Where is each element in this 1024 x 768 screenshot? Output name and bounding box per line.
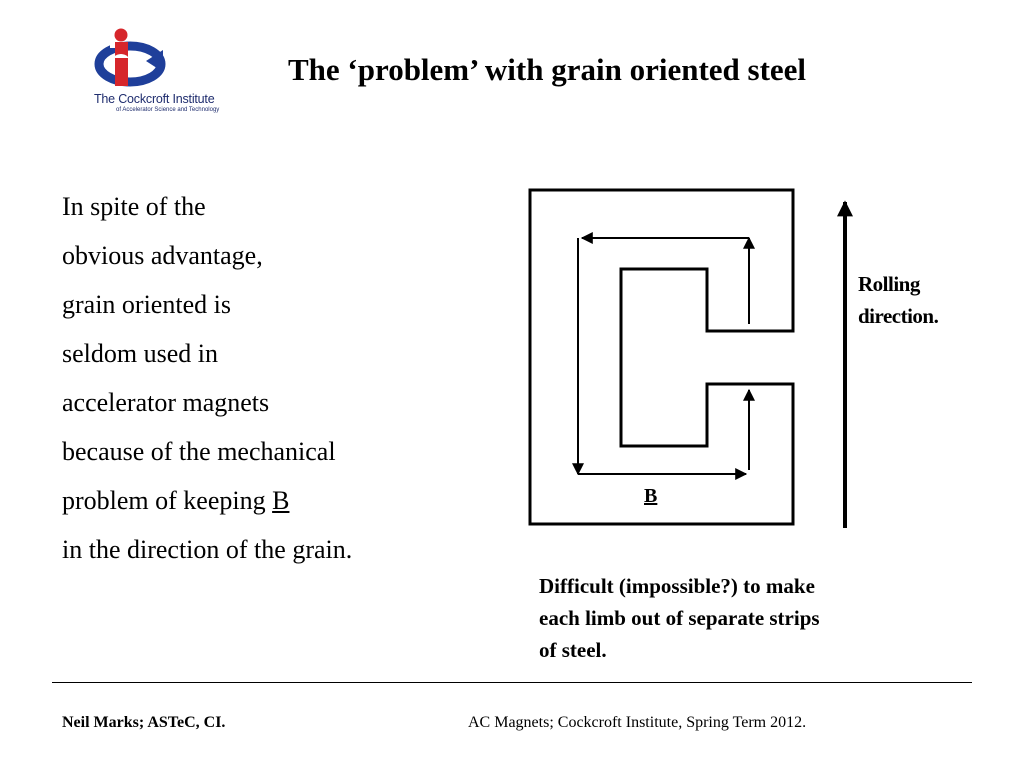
body-line: in the direction of the grain. — [62, 535, 353, 564]
logo-mark-icon — [90, 28, 248, 94]
footer-divider — [52, 682, 972, 683]
caption-line: of steel. — [539, 638, 607, 662]
footer-author: Neil Marks; ASTeC, CI. — [62, 714, 226, 731]
body-line: grain oriented is — [62, 290, 231, 319]
body-line: problem of keeping — [62, 486, 273, 515]
body-line: In spite of the — [62, 192, 206, 221]
page-title: The ‘problem’ with grain oriented steel — [288, 52, 807, 87]
footer-course: AC Magnets; Cockcroft Institute, Spring Term 2012. — [468, 714, 807, 731]
rolling-direction-label: Rolling — [858, 272, 920, 296]
body-line: accelerator magnets — [62, 388, 270, 417]
diagram-caption — [539, 570, 959, 666]
caption-line: Difficult (impossible?) to make — [539, 574, 815, 598]
body-line: obvious advantage, — [62, 241, 263, 270]
body-line: seldom used in — [62, 339, 218, 368]
logo-name: The Cockcroft Institute — [94, 92, 215, 106]
flux-label: B — [644, 485, 658, 507]
body-line: because of the mechanical — [62, 437, 336, 466]
c-core-diagram — [520, 180, 980, 540]
body-line-with-symbol — [62, 476, 352, 525]
flux-symbol: B — [272, 486, 290, 515]
body-text — [62, 182, 352, 574]
rolling-direction-label: direction. — [858, 304, 939, 328]
logo-subtitle: of Accelerator Science and Technology — [116, 107, 220, 113]
caption-line: each limb out of separate strips — [539, 606, 820, 630]
cockcroft-logo — [90, 28, 248, 118]
